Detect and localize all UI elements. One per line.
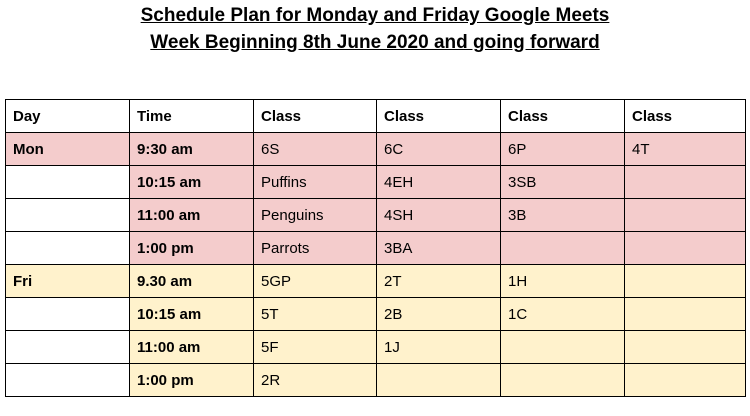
class-cell: 6C bbox=[377, 133, 501, 166]
day-cell: Fri bbox=[6, 265, 130, 298]
time-cell: 1:00 pm bbox=[130, 364, 254, 397]
class-cell bbox=[625, 298, 746, 331]
time-cell: 1:00 pm bbox=[130, 232, 254, 265]
class-cell bbox=[625, 331, 746, 364]
class-cell: 3B bbox=[501, 199, 625, 232]
header-time: Time bbox=[130, 100, 254, 133]
class-cell: 4T bbox=[625, 133, 746, 166]
class-cell bbox=[625, 199, 746, 232]
class-cell: 1H bbox=[501, 265, 625, 298]
class-cell: 3BA bbox=[377, 232, 501, 265]
class-cell: 6P bbox=[501, 133, 625, 166]
class-cell: 2T bbox=[377, 265, 501, 298]
header-class-2: Class bbox=[377, 100, 501, 133]
empty-day-cell bbox=[6, 232, 130, 265]
empty-day-cell bbox=[6, 364, 130, 397]
class-cell: 5T bbox=[254, 298, 377, 331]
class-cell: 3SB bbox=[501, 166, 625, 199]
class-cell: 1C bbox=[501, 298, 625, 331]
table-row bbox=[6, 265, 746, 298]
class-cell: Puffins bbox=[254, 166, 377, 199]
class-cell bbox=[625, 232, 746, 265]
class-cell bbox=[625, 265, 746, 298]
empty-day-cell bbox=[6, 298, 130, 331]
empty-day-cell bbox=[6, 331, 130, 364]
header-class-4: Class bbox=[625, 100, 746, 133]
header-class-3: Class bbox=[501, 100, 625, 133]
day-cell: Mon bbox=[6, 133, 130, 166]
class-cell bbox=[625, 364, 746, 397]
class-cell: 4SH bbox=[377, 199, 501, 232]
class-cell: 5GP bbox=[254, 265, 377, 298]
table-row bbox=[6, 331, 746, 364]
class-cell: 4EH bbox=[377, 166, 501, 199]
class-cell bbox=[377, 364, 501, 397]
table-row bbox=[6, 298, 746, 331]
time-cell: 9.30 am bbox=[130, 265, 254, 298]
class-cell: Penguins bbox=[254, 199, 377, 232]
class-cell: 2R bbox=[254, 364, 377, 397]
class-cell: 6S bbox=[254, 133, 377, 166]
time-cell: 10:15 am bbox=[130, 166, 254, 199]
header-class-1: Class bbox=[254, 100, 377, 133]
table-row bbox=[6, 166, 746, 199]
class-cell: 1J bbox=[377, 331, 501, 364]
schedule-table-body bbox=[6, 100, 746, 397]
class-cell: 5F bbox=[254, 331, 377, 364]
table-row bbox=[6, 133, 746, 166]
title-line-2: Week Beginning 8th June 2020 and going forward bbox=[150, 32, 600, 53]
class-cell bbox=[501, 232, 625, 265]
table-row bbox=[6, 364, 746, 397]
time-cell: 11:00 am bbox=[130, 199, 254, 232]
class-cell bbox=[501, 364, 625, 397]
class-cell bbox=[625, 166, 746, 199]
title-line-1: Schedule Plan for Monday and Friday Google Meets bbox=[140, 5, 610, 26]
class-cell bbox=[501, 331, 625, 364]
time-cell: 10:15 am bbox=[130, 298, 254, 331]
class-cell: 2B bbox=[377, 298, 501, 331]
time-cell: 9:30 am bbox=[130, 133, 254, 166]
schedule-table bbox=[5, 99, 746, 397]
table-row bbox=[6, 232, 746, 265]
table-header-row bbox=[6, 100, 746, 133]
header-day: Day bbox=[6, 100, 130, 133]
time-cell: 11:00 am bbox=[130, 331, 254, 364]
empty-day-cell bbox=[6, 166, 130, 199]
class-cell: Parrots bbox=[254, 232, 377, 265]
empty-day-cell bbox=[6, 199, 130, 232]
table-row bbox=[6, 199, 746, 232]
